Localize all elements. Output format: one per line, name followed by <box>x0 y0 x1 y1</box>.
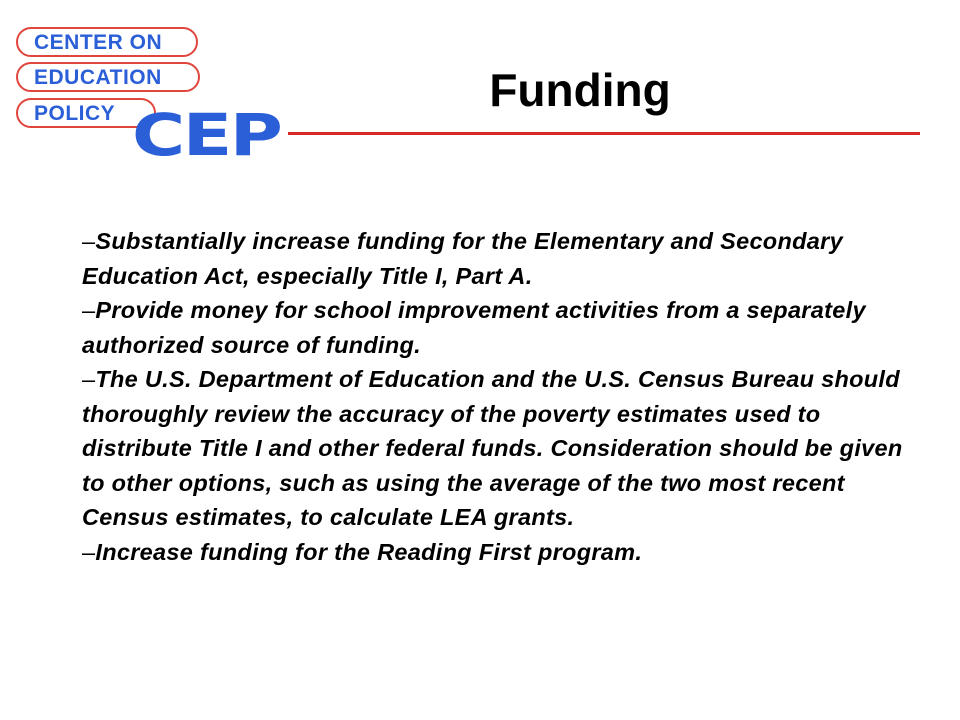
bullet-text: Provide money for school improvement activities from a separately authorized source of funding. <box>82 297 866 358</box>
bullet-item <box>82 293 922 362</box>
bullet-dash: – <box>82 538 96 565</box>
title-divider <box>288 132 920 135</box>
bullet-dash: – <box>82 366 96 392</box>
slide-title: Funding <box>489 64 671 116</box>
bullet-text: Substantially increase funding for the Elementary and Secondary Education Act, especially Title I, Part A. <box>82 228 843 289</box>
bullet-dash: – <box>82 228 96 254</box>
bullet-dash: – <box>82 297 96 323</box>
bullet-list <box>82 224 922 569</box>
logo-line-policy: POLICY <box>16 98 156 128</box>
logo-mark-cep: CEP <box>132 101 281 169</box>
cep-logo <box>12 20 292 170</box>
logo-line-center-on: CENTER ON <box>16 27 198 57</box>
bullet-item <box>82 362 922 535</box>
logo-line-education: EDUCATION <box>16 62 200 92</box>
bullet-item <box>82 224 922 293</box>
bullet-text: Increase funding for the Reading First program. <box>95 538 643 565</box>
bullet-text: The U.S. Department of Education and the U.S. Census Bureau should thoroughly review the accuracy of the poverty estimates used to distribute Title I and other federal funds. Consideration should be given to other options, such as using the average of the two most recent Census estimates, to calculate LEA grants. <box>82 366 903 530</box>
bullet-item <box>82 535 922 570</box>
